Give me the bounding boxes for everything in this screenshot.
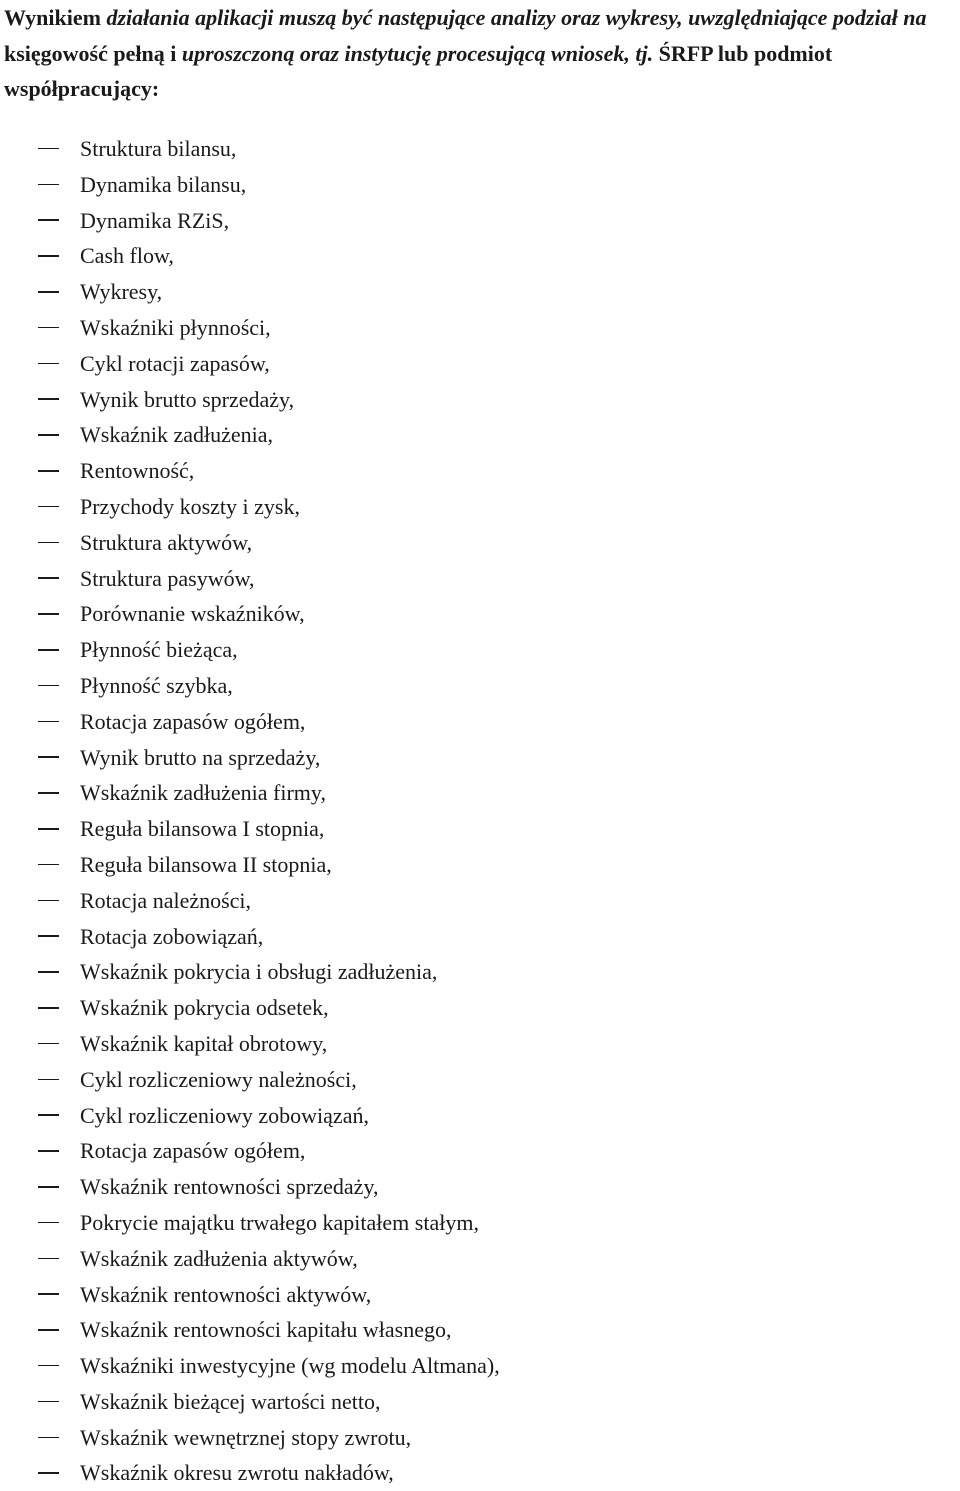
list-item-label: Pokrycie majątku trwałego kapitałem stałym, [80,1209,479,1235]
dash-bullet-icon [38,613,59,615]
list-item-label: Wynik brutto na sprzedaży, [80,744,321,770]
list-item [0,704,500,740]
list-item-label: Cykl rotacji zapasów, [80,350,270,376]
dash-bullet-icon [38,1079,59,1081]
dash-bullet-icon [38,1293,59,1295]
intro-text: uproszczoną oraz instytucję procesującą wniosek, tj. [181,40,654,66]
list-item-label: Wskaźnik zadłużenia firmy, [80,780,326,806]
list-item-label: Wskaźnik rentowności kapitału własnego, [80,1317,452,1343]
list-item-label: Struktura aktywów, [80,529,253,555]
dash-bullet-icon [38,1043,59,1045]
list-item [0,525,500,561]
list-item-label: Wskaźnik rentowności sprzedaży, [80,1174,379,1200]
list-item [0,382,500,418]
list-item [0,596,500,632]
list-item [0,1205,500,1241]
list-item-label: Wskaźniki płynności, [80,314,271,340]
dash-bullet-icon [38,971,59,973]
dash-bullet-icon [38,721,59,723]
list-item-label: Struktura bilansu, [80,136,237,161]
dash-bullet-icon [38,649,59,651]
list-item-label: Rotacja zobowiązań, [80,923,264,949]
dash-bullet-icon [38,1401,59,1403]
dash-bullet-icon [38,828,59,830]
list-item-label: Rotacja zapasów ogółem, [80,708,306,734]
intro-text: i [170,40,177,66]
intro-text: księgowość pełną [4,40,165,66]
dash-bullet-icon [38,1007,59,1009]
list-item-label: Reguła bilansowa II stopnia, [80,851,332,877]
list-item [0,453,500,489]
dash-bullet-icon [38,1258,59,1260]
list-item-label: Wskaźnik bieżącej wartości netto, [80,1388,381,1414]
dash-bullet-icon [38,1114,59,1116]
list-item-label: Przychody koszty i zysk, [80,493,300,519]
list-item [0,561,500,597]
dash-bullet-icon [38,1437,59,1439]
list-item-label: Porównanie wskaźników, [80,601,305,627]
list-item-label: Dynamika RZiS, [80,207,230,233]
list-item-label: Wynik brutto sprzedaży, [80,386,295,412]
list-item [0,1026,500,1062]
list-item [0,238,500,274]
list-item [0,811,500,847]
list-item [0,740,500,776]
list-item-label: Wskaźnik pokrycia i obsługi zadłużenia, [80,959,438,985]
dash-bullet-icon [38,148,59,150]
list-item-label: Cykl rozliczeniowy należności, [80,1066,357,1092]
list-item [0,203,500,239]
list-item [0,167,500,203]
list-item [0,1169,500,1205]
list-item-label: Rotacja zapasów ogółem, [80,1138,306,1164]
dash-bullet-icon [38,685,59,687]
list-item [0,310,500,346]
list-item [0,1384,500,1420]
list-item-label: Struktura pasywów, [80,565,255,591]
list-item [0,1455,500,1491]
list-item-label: Wskaźnik okresu zwrotu nakładów, [80,1460,394,1486]
list-item-label: Wskaźnik zadłużenia, [80,422,274,448]
list-item-label: Wskaźnik kapitał obrotowy, [80,1030,328,1056]
dash-bullet-icon [38,756,59,758]
intro-text: Wynikiem [4,5,101,30]
dash-bullet-icon [38,1186,59,1188]
dash-bullet-icon [38,1329,59,1331]
list-item [0,847,500,883]
list-item-label: Wskaźnik rentowności aktywów, [80,1281,372,1307]
dash-bullet-icon [38,1365,59,1367]
dash-bullet-icon [38,434,59,436]
list-item-label: Cykl rozliczeniowy zobowiązań, [80,1102,369,1128]
list-item-label: Płynność szybka, [80,672,233,698]
intro-text: działania aplikacji muszą być następujące analizy oraz wykresy, uwzględniające podział [106,5,898,30]
list-item [0,919,500,955]
list-item [0,417,500,453]
dash-bullet-icon [38,184,59,186]
intro-paragraph [4,0,956,107]
list-item-label: Wskaźnik wewnętrznej stopy zwrotu, [80,1424,412,1450]
list-item-label: Wskaźnik zadłużenia aktywów, [80,1245,358,1271]
dash-bullet-icon [38,363,59,365]
list-item-label: Wskaźnik pokrycia odsetek, [80,995,329,1021]
list-item-label: Wykresy, [80,279,163,305]
list-item [0,274,500,310]
analysis-list [0,131,500,1491]
list-item [0,1348,500,1384]
intro-text: na [903,5,927,30]
list-item-label: Płynność bieżąca, [80,637,238,663]
dash-bullet-icon [38,398,59,400]
list-item-label: Rentowność, [80,458,195,484]
intro-text: ŚRFP lub podmiot współpracujący: [4,40,833,101]
list-item [0,1062,500,1098]
list-item-label: Reguła bilansowa I stopnia, [80,816,325,842]
dash-bullet-icon [38,470,59,472]
dash-bullet-icon [38,792,59,794]
dash-bullet-icon [38,1472,59,1474]
list-item [0,1277,500,1313]
dash-bullet-icon [38,506,59,508]
list-item [0,1420,500,1456]
list-item-label: Rotacja należności, [80,887,252,913]
dash-bullet-icon [38,542,59,544]
list-item [0,668,500,704]
list-item-label: Wskaźniki inwestycyjne (wg modelu Altmana), [80,1353,500,1379]
list-item [0,1312,500,1348]
list-item [0,131,500,167]
dash-bullet-icon [38,327,59,329]
dash-bullet-icon [38,1222,59,1224]
dash-bullet-icon [38,219,59,221]
list-item [0,1241,500,1277]
dash-bullet-icon [38,900,59,902]
list-item [0,954,500,990]
list-item [0,883,500,919]
dash-bullet-icon [38,577,59,579]
dash-bullet-icon [38,864,59,866]
list-item [0,489,500,525]
dash-bullet-icon [38,935,59,937]
list-item-label: Dynamika bilansu, [80,171,247,197]
list-item [0,990,500,1026]
dash-bullet-icon [38,291,59,293]
dash-bullet-icon [38,255,59,257]
list-item [0,632,500,668]
list-item [0,346,500,382]
list-item-label: Cash flow, [80,243,174,269]
list-item [0,1133,500,1169]
dash-bullet-icon [38,1150,59,1152]
list-item [0,1098,500,1134]
list-item [0,775,500,811]
